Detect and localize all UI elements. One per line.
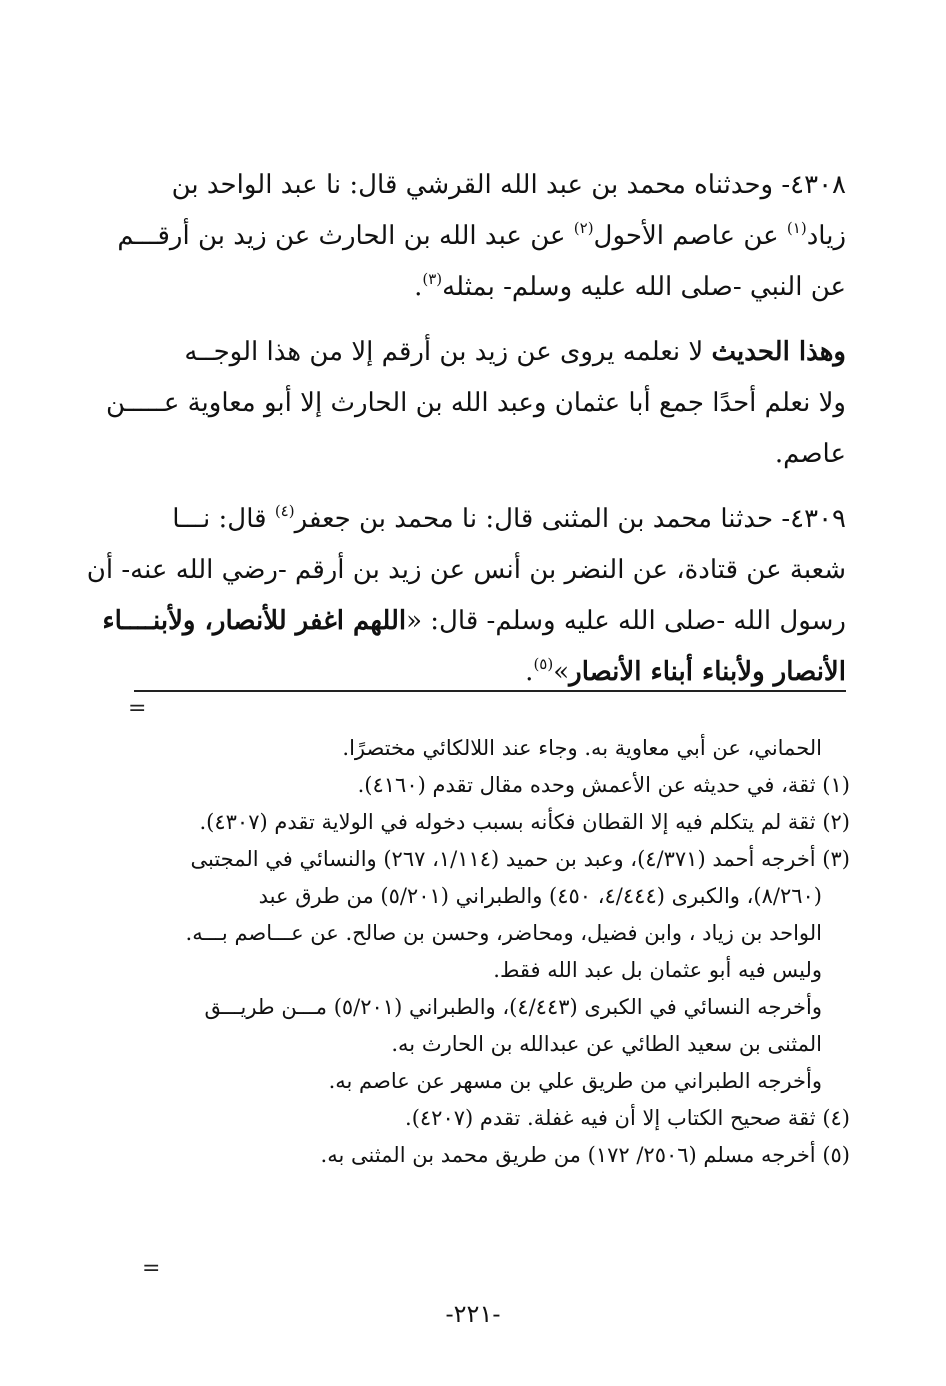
commentary-line-1 — [134, 327, 846, 378]
footnote-3-line-7: وأخرجه الطبراني من طريق علي بن مسهر عن عاصم به. — [328, 1069, 822, 1093]
paragraph-gap — [134, 480, 846, 494]
prophetic-saying: الأنصار ولأبناء أبناء الأنصار — [569, 657, 846, 687]
footnote-ref-5[interactable]: (٥) — [533, 655, 554, 673]
footnote-3-line-6: المثنى بن سعيد الطائي عن عبدالله بن الحارث به. — [391, 1032, 822, 1056]
paragraph-gap — [134, 313, 846, 327]
footnote-continuation: الحماني، عن أبي معاوية به. وجاء عند اللالكائي مختصرًا. — [342, 736, 822, 760]
footnote-3-line-3: الواحد بن زياد ، وابن فضيل، ومحاضر، وحسن بن صالح. عن عـــاصم بـــه. — [185, 921, 822, 945]
hadith-4308-text: عن النبي -صلى الله عليه وسلم- بمثله — [442, 272, 846, 302]
period: . — [525, 657, 534, 687]
commentary-line-2 — [105, 378, 846, 429]
commentary-text: لا نعلمه يروى عن زيد بن أرقم إلا من هذا الوجــه — [184, 337, 712, 367]
main-text — [86, 160, 846, 698]
hadith-4309-text: قال: نـــا — [172, 504, 275, 534]
commentary-text: ولا نعلم أحدًا جمع أبا عثمان وعبد الله بن الحارث إلا أبو معاوية عـــــن — [105, 388, 846, 418]
hadith-4308-line-1 — [134, 160, 846, 211]
footnote-3: (٣) أخرجه أحمد (٤/٣٧١)، وعبد بن حميد (١/١١٤، ٢٦٧) والنسائي في المجتبى — [190, 847, 850, 871]
footnote-separator — [134, 690, 846, 692]
hadith-4308-text: عن عبد الله بن الحارث عن زيد بن أرقـــم — [117, 221, 574, 251]
hadith-4309-text: رسول الله -صلى الله عليه وسلم- قال: « — [406, 606, 846, 636]
page-number: -٢٢١- — [445, 1300, 501, 1328]
hadith-4309-line-1 — [134, 494, 846, 545]
continuation-marker-top: = — [128, 696, 147, 721]
hadith-4309-line-3 — [102, 596, 846, 647]
commentary-line-3 — [134, 429, 846, 480]
hadith-4308-line-3 — [134, 262, 846, 313]
prophetic-saying: اللهم اغفر للأنصار، ولأبنــــاء — [102, 606, 407, 636]
footnote-3-line-4: وليس فيه أبو عثمان بل عبد الله فقط. — [493, 958, 822, 982]
hadith-4309-line-2 — [86, 545, 846, 596]
footnote-1: (١) ثقة، في حديثه عن الأعمش وحده مقال تقدم (٤١٦٠). — [357, 773, 850, 797]
hadith-4309-text: ٤٣٠٩- حدثنا محمد بن المثنى قال: نا محمد بن جعفر — [294, 504, 846, 534]
closing-quote: » — [553, 657, 570, 687]
footnote-5: (٥) أخرجه مسلم (٢٥٠٦/ ١٧٢) من طريق محمد بن المثنى به. — [320, 1143, 850, 1167]
footnote-2: (٢) ثقة لم يتكلم فيه إلا القطان فكأنه بسبب دخوله في الولاية تقدم (٤٣٠٧). — [199, 810, 850, 834]
footnote-3-line-5: وأخرجه النسائي في الكبرى (٤/٤٤٣)، والطبراني (٥/٢٠١) مـــن طريـــق — [204, 995, 822, 1019]
footnote-ref-1[interactable]: (١) — [786, 219, 807, 237]
hadith-4308-line-2 — [117, 211, 846, 262]
footnote-4: (٤) ثقة صحيح الكتاب إلا أن فيه غفلة. تقدم (٤٢٠٧). — [405, 1106, 850, 1130]
footnote-ref-4[interactable]: (٤) — [274, 502, 295, 520]
footnotes — [134, 730, 850, 1174]
hadith-4309-text: شعبة عن قتادة، عن النضر بن أنس عن زيد بن أرقم -رضي الله عنه- أن — [86, 555, 846, 585]
footnote-ref-3[interactable]: (٣) — [422, 270, 443, 288]
commentary-text: عاصم. — [774, 439, 846, 469]
footnote-ref-2[interactable]: (٢) — [573, 219, 594, 237]
period: . — [414, 272, 423, 302]
continuation-marker-bottom: = — [142, 1256, 161, 1281]
commentary-lead: وهذا الحديث — [711, 337, 846, 367]
hadith-4308-text: عن عاصم الأحول — [593, 221, 787, 251]
hadith-4308-text: ٤٣٠٨- وحدثناه محمد بن عبد الله القرشي قال: نا عبد الواحد بن — [171, 170, 846, 200]
footnote-3-line-2: (٨/٢٦٠)، والكبرى (٤/٤٤٤، ٤٥٠) والطبراني (٥/٢٠١) من طرق عبد — [258, 884, 822, 908]
narrator-name: زياد — [806, 221, 846, 251]
